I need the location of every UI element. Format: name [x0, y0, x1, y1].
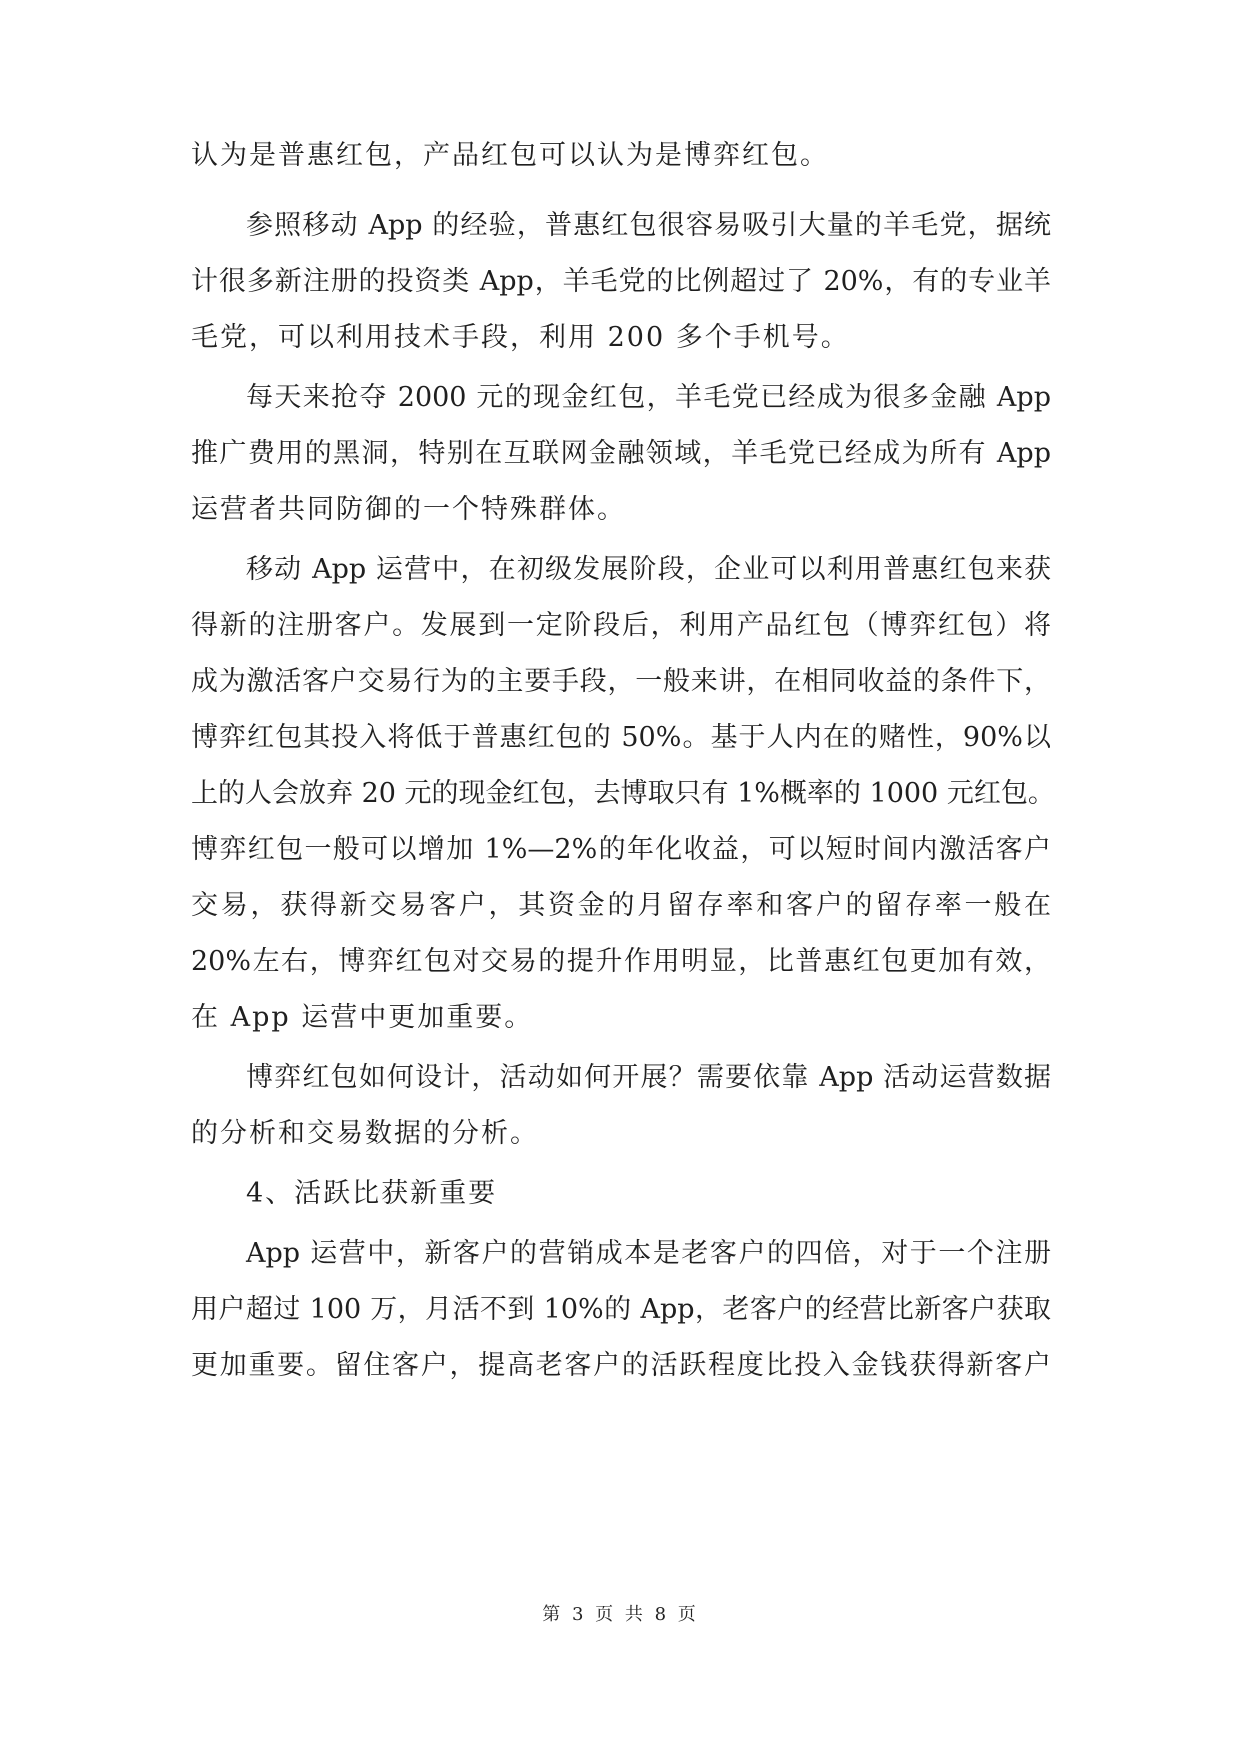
paragraph-line: 上的人会放弃 20 元的现金红包，去博取只有 1%概率的 1000 元红包。 [191, 778, 1055, 809]
paragraph-line: 参照移动 App 的经验，普惠红包很容易吸引大量的羊毛党，据统 [246, 210, 1051, 241]
paragraph-line: 在 App 运营中更加重要。 [191, 1002, 534, 1033]
paragraph-line: 20%左右，博弈红包对交易的提升作用明显，比普惠红包更加有效， [191, 946, 1051, 977]
page-number-footer: 第 3 页 共 8 页 [542, 1604, 699, 1625]
paragraph-line: 交易，获得新交易客户，其资金的月留存率和客户的留存率一般在 [191, 890, 1051, 921]
paragraph-line: 计很多新注册的投资类 App，羊毛党的比例超过了 20%，有的专业羊 [191, 266, 1051, 297]
paragraph-line: 运营者共同防御的一个特殊群体。 [191, 494, 626, 525]
paragraph-line: 博弈红包一般可以增加 1%—2%的年化收益，可以短时间内激活客户 [191, 834, 1051, 865]
paragraph-line: App 运营中，新客户的营销成本是老客户的四倍，对于一个注册 [246, 1238, 1051, 1269]
paragraph-line: 毛党，可以利用技术手段，利用 200 多个手机号。 [191, 322, 850, 353]
paragraph-line: 博弈红包如何设计，活动如何开展？需要依靠 App 活动运营数据 [246, 1062, 1051, 1093]
section-heading: 4、活跃比获新重要 [246, 1178, 498, 1209]
paragraph-line: 用户超过 100 万，月活不到 10%的 App，老客户的经营比新客户获取 [191, 1294, 1051, 1325]
paragraph-line: 推广费用的黑洞，特别在互联网金融领域，羊毛党已经成为所有 App [191, 438, 1051, 469]
paragraph-line: 成为激活客户交易行为的主要手段，一般来讲，在相同收益的条件下， [191, 666, 1051, 697]
paragraph-line: 认为是普惠红包，产品红包可以认为是博弈红包。 [191, 140, 829, 171]
paragraph-line: 更加重要。留住客户，提高老客户的活跃程度比投入金钱获得新客户 [191, 1350, 1051, 1381]
paragraph-line: 博弈红包其投入将低于普惠红包的 50%。基于人内在的赌性，90%以 [191, 722, 1051, 753]
paragraph-line: 的分析和交易数据的分析。 [191, 1118, 539, 1149]
paragraph-line: 移动 App 运营中，在初级发展阶段，企业可以利用普惠红包来获 [246, 554, 1051, 585]
paragraph-line: 得新的注册客户。发展到一定阶段后，利用产品红包（博弈红包）将 [191, 610, 1051, 641]
paragraph-line: 每天来抢夺 2000 元的现金红包，羊毛党已经成为很多金融 App [246, 382, 1051, 413]
